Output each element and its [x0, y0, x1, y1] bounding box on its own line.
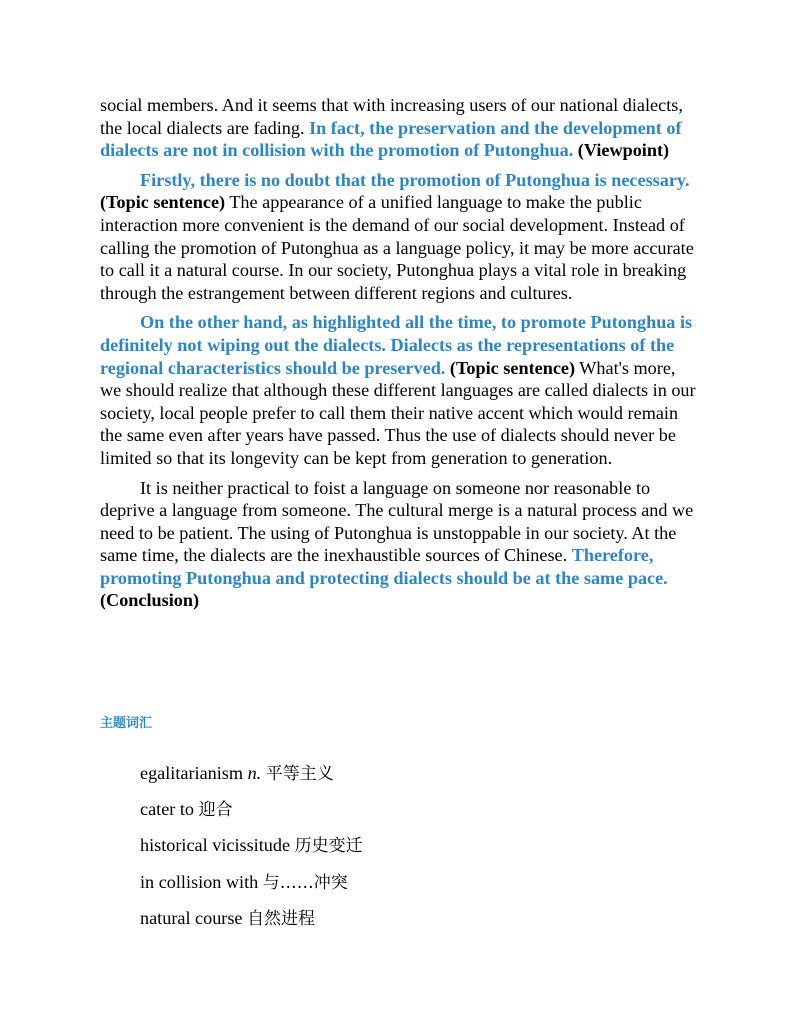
vocab-item [140, 796, 363, 832]
vocab-section-title: 主题词汇 [100, 716, 153, 731]
topic-sentence-highlight: On the other hand, as highlighted all the time, to promote Putonghua is definitely not wiping out the dialects. Dialects as the representations of the regional characteristics should be preserved. [100, 312, 693, 378]
vocab-pos: n. [247, 763, 262, 783]
vocab-translation: 与……冲突 [262, 872, 348, 893]
vocab-term: egalitarianism [140, 763, 244, 783]
vocab-translation: 平等主义 [265, 764, 334, 784]
topic-sentence-highlight: Firstly, there is no doubt that the promotion of Putonghua is necessary. [140, 169, 690, 190]
vocab-item [140, 760, 363, 796]
conclusion-highlight: Therefore, promoting Putonghua and protecting dialects should be at the same pace. [100, 545, 668, 588]
paragraph-firstly [100, 169, 700, 305]
vocab-term: in collision with [140, 871, 259, 892]
paragraph-other-hand [100, 311, 700, 469]
paragraph-text: The appearance of a unified language to make the public interaction more convenient is the demand of our social development. Instead of calling the promotion of Putonghua as a language policy, it may be more accurate to call it a natural course. In our society, Putonghua plays a vital role in breaking through the estrangement between different regions and cultures. [100, 192, 694, 303]
vocab-list [140, 760, 363, 941]
viewpoint-highlight: In fact, the preservation and the development of dialects are not in collision with the promotion of Putonghua. [100, 117, 682, 161]
conclusion-tag: (Conclusion) [100, 590, 200, 611]
vocab-item [140, 869, 363, 905]
vocab-translation: 自然进程 [247, 908, 316, 929]
paragraph-intro [100, 94, 700, 162]
vocab-term: historical vicissitude [140, 835, 291, 856]
vocab-term: cater to [140, 799, 195, 820]
essay-body [100, 94, 700, 619]
viewpoint-tag: (Viewpoint) [573, 140, 670, 161]
vocab-item [140, 832, 363, 868]
topic-sentence-tag: (Topic sentence) [445, 357, 576, 378]
vocab-translation: 迎合 [198, 800, 233, 821]
paragraph-text: social members. And it seems that with increasing users of our national dialects, the local dialects are fading. [100, 95, 683, 138]
paragraph-conclusion [100, 477, 700, 613]
topic-sentence-tag: (Topic sentence) [100, 192, 226, 213]
vocab-translation: 历史变迁 [294, 836, 363, 857]
vocab-item [140, 905, 363, 941]
paragraph-text: What's more, we should realize that although these different languages are called dialects in our society, local people prefer to call them their native accent which would remain the same even after years have passed. Thus the use of dialects should never be limited so that its longevity can be kept from generation to generation. [100, 357, 696, 468]
vocab-term: natural course [140, 907, 243, 928]
paragraph-text: It is neither practical to foist a language on someone nor reasonable to deprive a language from someone. The cultural merge is a natural process and we need to be patient. The using of Putonghua is unstoppable in our society. At the same time, the dialects are the inexhaustible sources of Chinese. [100, 477, 694, 566]
